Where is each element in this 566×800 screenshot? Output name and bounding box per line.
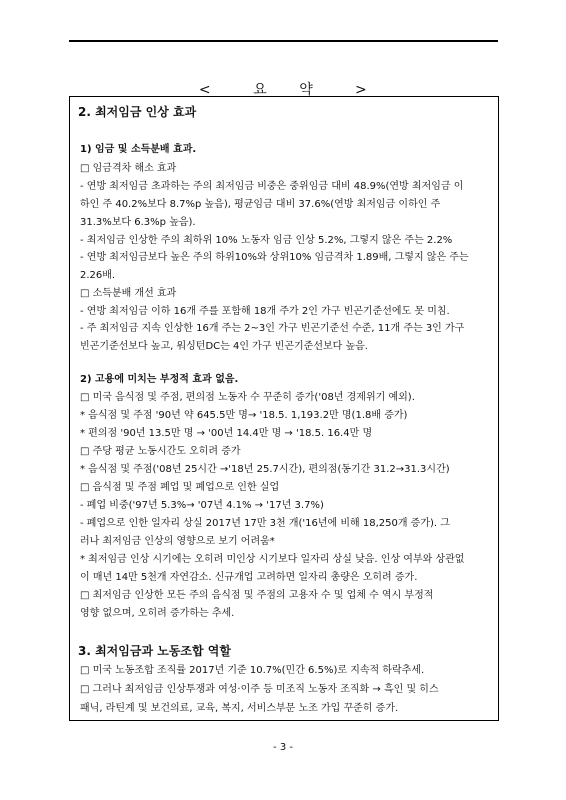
text-line: 31.3%보다 6.3%p 높음). xyxy=(80,217,196,228)
summary-close-bracket: > xyxy=(354,82,368,98)
text-line: * 최저임금 인상 시기에는 오히려 미인상 시기보다 일자리 상실 낮음. 인상 여부와 상관없 xyxy=(80,554,465,565)
text-line: * 편의점 '90년 13.5만 명 → '00년 14.4만 명 → '18.5. 16.4만 명 xyxy=(80,428,373,439)
text-line: □ 임금격차 해소 효과 xyxy=(80,163,177,174)
page-number: - 3 - xyxy=(273,742,293,753)
summary-label: 요 약 xyxy=(253,82,327,98)
text-line: 이 매년 14만 5천개 자연감소. 신규개업 고려하면 일자리 총량은 오히려 증가. xyxy=(80,572,418,583)
text-line: □ 소득분배 개선 효과 xyxy=(80,288,177,299)
text-line: □ 미국 노동조합 조직률 2017년 기준 10.7%(민간 6.5%)로 지속적 하락추세. xyxy=(80,665,425,676)
top-rule xyxy=(69,40,498,42)
subsection-heading: 1) 임금 및 소득분배 효과. xyxy=(80,144,197,155)
text-line: - 연방 최저임금보다 높은 주의 하위10%와 상위10% 임금격차 1.89배, 그렇지 않은 주는 xyxy=(80,252,469,263)
text-line: - 주 최저임금 지속 인상한 16개 주는 2~3인 가구 빈곤기준선 수준, 11개 주는 3인 가구 xyxy=(80,323,465,334)
text-line: - 연방 최저임금 이하 16개 주를 포함해 18개 주가 2인 가구 빈곤기준선에도 못 미침. xyxy=(80,306,450,317)
section-heading: 3. 최저임금과 노동조합 역할 xyxy=(78,644,231,658)
summary-open-bracket: < xyxy=(198,82,212,98)
text-line: - 최저임금 인상한 주의 최하위 10% 노동자 임금 인상 5.2%, 그렇지 않은 주는 2.2% xyxy=(80,235,453,246)
text-line: □ 최저임금 인상한 모든 주의 음식점 및 주점의 고용자 수 및 업체 수 역시 부정적 xyxy=(80,590,434,601)
text-line: 영향 없으며, 오히려 증가하는 추세. xyxy=(80,608,235,619)
text-line: □ 그러나 최저임금 인상투쟁과 여성·이주 등 미조직 노동자 조직화 → 흑인 및 히스 xyxy=(80,684,439,695)
subsection-heading: 2) 고용에 미치는 부정적 효과 없음. xyxy=(80,374,239,385)
text-line: * 음식점 및 주점('08년 25시간 →'18년 25.7시간), 편의점(동기간 31.2→31.3시간) xyxy=(80,464,450,475)
text-line: 러나 최저임금 인상의 영향으로 보기 어려움* xyxy=(80,536,275,547)
text-line: 하인 주 40.2%보다 8.7%p 높음), 평균임금 대비 37.6%(연방 최저임금 이하인 주 xyxy=(80,199,441,210)
text-line: * 음식점 및 주점 '90년 약 645.5만 명→ '18.5. 1,193.2만 명(1.8배 증가) xyxy=(80,410,408,421)
text-line: □ 음식점 및 주점 폐업 및 폐업으로 인한 실업 xyxy=(80,482,280,493)
text-line: □ 주당 평균 노동시간도 오히려 증가 xyxy=(80,446,241,457)
text-line: 2.26배. xyxy=(80,270,116,281)
text-line: 빈곤기준선보다 높고, 워싱턴DC는 4인 가구 빈곤기준선보다 높음. xyxy=(80,341,368,352)
text-line: - 연방 최저임금 초과하는 주의 최저임금 비중은 중위임금 대비 48.9%(연방 최저임금 이 xyxy=(80,181,464,192)
section-heading: 2. 최저임금 인상 효과 xyxy=(78,105,197,119)
text-line: 패닉, 라틴계 및 보건의료, 교육, 복지, 서비스부문 노조 가입 꾸준히 증가. xyxy=(80,703,399,714)
text-line: - 폐업 비중('97년 5.3%→ '07년 4.1% → '17년 3.7%) xyxy=(80,500,324,511)
text-line: □ 미국 음식점 및 주점, 편의점 노동자 수 꾸준히 증가('08년 경제위기 예외). xyxy=(80,392,415,403)
text-line: - 폐업으로 인한 일자리 상실 2017년 17만 3천 개('16년에 비해 18,250개 증가). 그 xyxy=(80,518,450,529)
